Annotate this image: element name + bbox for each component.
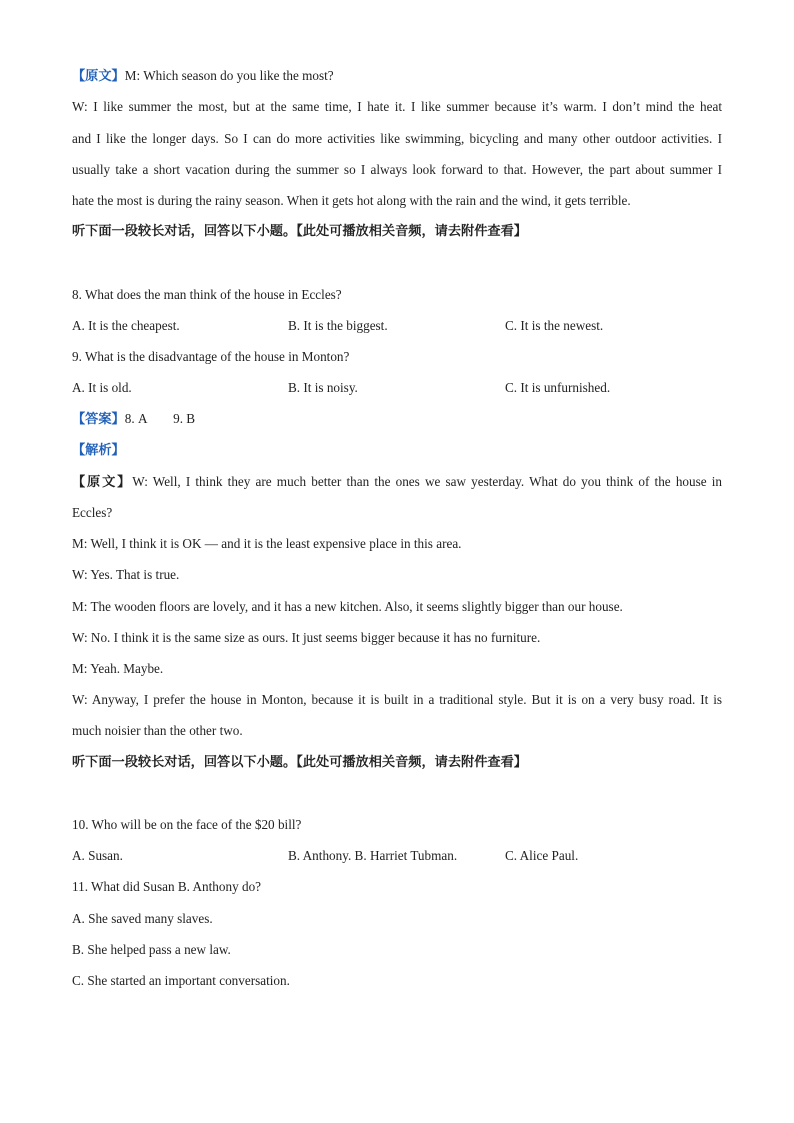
transcript-line: M: Yeah. Maybe. — [72, 661, 164, 676]
transcript-line: W: No. I think it is the same size as ours. It just seems bigger because it has no furniture. — [72, 630, 541, 645]
q10-option-c: C. Alice Paul. — [505, 848, 579, 863]
listening-instruction: 听下面一段较长对话，回答以下小题。【此处可播放相关音频，请去附件查看】 — [72, 755, 527, 770]
question-8-stem: 8. What does the man think of the house in Eccles? — [72, 287, 342, 302]
original-text-tag: 【原文】 — [72, 69, 125, 84]
answer-tag: 【答案】 — [72, 412, 125, 427]
question-10-stem: 10. Who will be on the face of the $20 bill? — [72, 817, 302, 832]
transcript-line: M: The wooden floors are lovely, and it has a new kitchen. Also, it seems slightly bigger than our house. — [72, 599, 623, 614]
q8-option-b: B. It is the biggest. — [288, 318, 388, 333]
q10-option-b: B. Anthony. B. Harriet Tubman. — [288, 848, 458, 863]
q11-option-a: A. She saved many slaves. — [72, 911, 213, 926]
q11-option-c: C. She started an important conversation. — [72, 973, 290, 988]
analysis-tag: 【解析】 — [72, 443, 125, 458]
original-text-tag: 【原文】 — [72, 475, 133, 490]
answer-line — [72, 410, 195, 429]
q10-option-a: A. Susan. — [72, 848, 123, 863]
transcript-line: W: Yes. That is true. — [72, 567, 180, 582]
q9-option-a: A. It is old. — [72, 380, 132, 395]
transcript-line: M: Which season do you like the most? — [124, 68, 334, 83]
transcript-line: and I like the longer days. So I can do more activities like swimming, bicycling and many other outdoor activities. I — [72, 131, 722, 146]
question-11-stem: 11. What did Susan B. Anthony do? — [72, 879, 262, 894]
q9-option-c: C. It is unfurnished. — [505, 380, 611, 395]
transcript-line: M: Well, I think it is OK — and it is the least expensive place in this area. — [72, 536, 462, 551]
q9-option-b: B. It is noisy. — [288, 380, 358, 395]
transcript-1-question — [72, 67, 334, 86]
transcript-2-first-line — [72, 473, 722, 492]
transcript-line: hate the most is during the rainy season. When it gets hot along with the rain and the wind, it gets terrible. — [72, 193, 631, 208]
q8-option-a: A. It is the cheapest. — [72, 318, 180, 333]
q8-option-c: C. It is the newest. — [505, 318, 604, 333]
transcript-line: usually take a short vacation during the summer so I always look forward to that. However, the part about summer I — [72, 162, 722, 177]
question-9-stem: 9. What is the disadvantage of the house in Monton? — [72, 349, 350, 364]
answer-text: 8. A 9. B — [124, 411, 196, 426]
listening-instruction: 听下面一段较长对话，回答以下小题。【此处可播放相关音频，请去附件查看】 — [72, 224, 527, 239]
transcript-line: W: I like summer the most, but at the same time, I hate it. I like summer because it’s warm. I don’t mind the heat — [72, 99, 722, 114]
q11-option-b: B. She helped pass a new law. — [72, 942, 231, 957]
transcript-line: much noisier than the other two. — [72, 723, 243, 738]
transcript-line: W: Well, I think they are much better than the ones we saw yesterday. What do you think of the house in — [132, 474, 723, 489]
transcript-line: W: Anyway, I prefer the house in Monton, because it is built in a traditional style. But it is on a very busy road. It is — [72, 692, 722, 707]
transcript-line: Eccles? — [72, 505, 113, 520]
